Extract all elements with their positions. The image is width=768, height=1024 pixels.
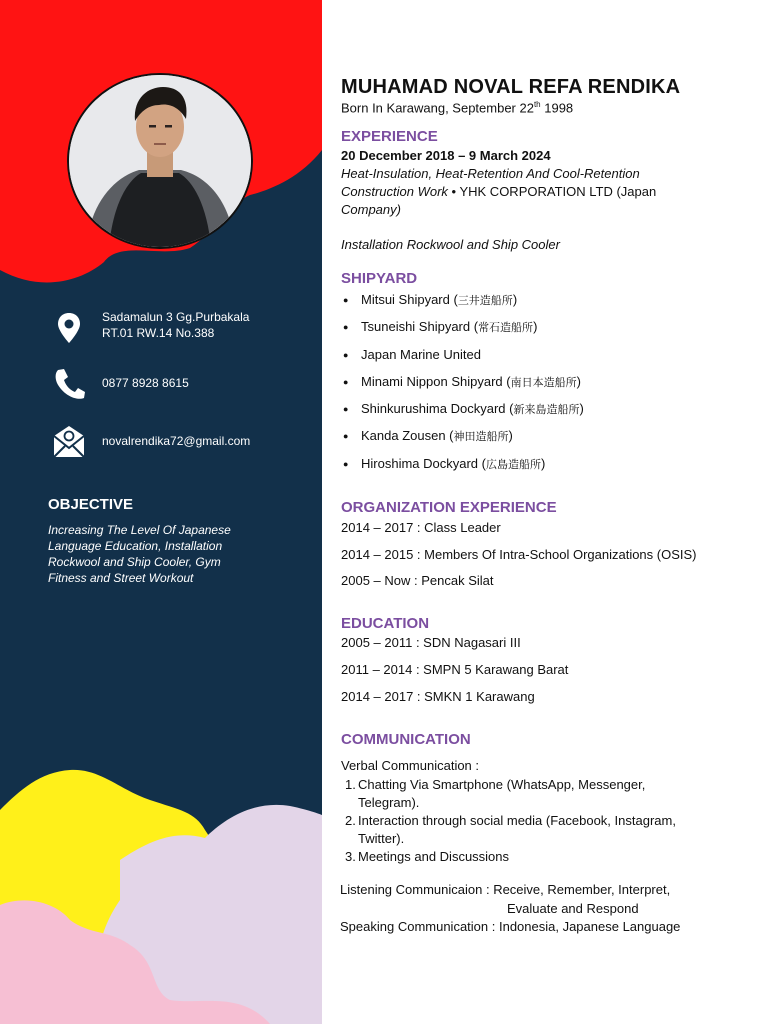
speaking-line: Speaking Communication : Indonesia, Japanese Language bbox=[340, 919, 681, 934]
list-item: ● Shinkurushima Dockyard (新来島造船所) bbox=[341, 400, 584, 427]
experience-role-line1: Heat-Insulation, Heat-Retention And Cool-Retention bbox=[341, 166, 640, 181]
listening-line1: Listening Communicaion : Receive, Remember, Interpret, bbox=[340, 882, 671, 897]
organization-item: 2014 – 2017 : Class Leader bbox=[341, 520, 501, 535]
list-item: 1. Chatting Via Smartphone (WhatsApp, Messenger, Telegram). bbox=[345, 777, 646, 810]
profile-photo bbox=[67, 73, 253, 249]
verbal-label: Verbal Communication : bbox=[341, 758, 480, 773]
address-line-2: RT.01 RW.14 No.388 bbox=[102, 326, 215, 340]
location-pin-icon bbox=[50, 309, 88, 347]
experience-role-line3: Company) bbox=[341, 202, 401, 217]
birth-date-suffix: th bbox=[533, 100, 541, 109]
email-icon bbox=[50, 422, 88, 460]
communication-title: COMMUNICATION bbox=[341, 731, 471, 748]
verbal-list bbox=[345, 776, 745, 866]
organization-item: 2005 – Now : Pencak Silat bbox=[341, 573, 494, 588]
education-item: 2005 – 2011 : SDN Nagasari III bbox=[341, 635, 521, 650]
experience-role-italic: Construction Work bbox=[341, 184, 448, 199]
list-item: 2. Interaction through social media (Facebook, Instagram, Twitter). bbox=[345, 813, 676, 846]
experience-company: • YHK CORPORATION LTD (Japan bbox=[447, 184, 657, 199]
birth-year: 1998 bbox=[540, 100, 574, 116]
objective-title: OBJECTIVE bbox=[48, 496, 134, 513]
list-item: ● Japan Marine United bbox=[341, 346, 584, 373]
full-name: MUHAMAD NOVAL REFA RENDIKA bbox=[341, 76, 681, 98]
phone-icon bbox=[50, 365, 88, 403]
birth-info bbox=[341, 100, 573, 115]
phone-number: 0877 8928 8615 bbox=[102, 376, 189, 390]
education-title: EDUCATION bbox=[341, 615, 430, 632]
listening-line2: Evaluate and Respond bbox=[507, 901, 639, 916]
objective-text: Increasing The Level Of Japanese Language Education, Installation Rockwool and Ship Cooler, Gym Fitness and Street Workout bbox=[48, 523, 231, 585]
list-item: ● Tsuneishi Shipyard (常石造船所) bbox=[341, 318, 584, 345]
profile-photo-image bbox=[69, 75, 251, 247]
experience-title: EXPERIENCE bbox=[341, 128, 438, 145]
shipyard-title: SHIPYARD bbox=[341, 270, 418, 287]
contact-address bbox=[50, 309, 249, 347]
organization-item: 2014 – 2015 : Members Of Intra-School Organizations (OSIS) bbox=[341, 547, 697, 562]
list-item: ● Minami Nippon Shipyard (南日本造船所) bbox=[341, 373, 584, 400]
contact-phone bbox=[50, 365, 189, 403]
shipyard-list bbox=[341, 291, 584, 482]
education-item: 2014 – 2017 : SMKN 1 Karawang bbox=[341, 689, 535, 704]
list-item: ● Hiroshima Dockyard (広島造船所) bbox=[341, 455, 584, 482]
education-item: 2011 – 2014 : SMPN 5 Karawang Barat bbox=[341, 662, 569, 677]
list-item: 3. Meetings and Discussions bbox=[345, 849, 510, 864]
experience-period: 20 December 2018 – 9 March 2024 bbox=[341, 148, 551, 163]
address-line-1: Sadamalun 3 Gg.Purbakala bbox=[102, 310, 250, 324]
email-address: novalrendika72@gmail.com bbox=[102, 434, 251, 448]
organization-title: ORGANIZATION EXPERIENCE bbox=[341, 499, 557, 516]
contact-email bbox=[50, 422, 250, 460]
birth-date: Born In Karawang, September 22 bbox=[341, 100, 534, 116]
list-item: ● Kanda Zousen (神田造船所) bbox=[341, 427, 584, 454]
sidebar bbox=[0, 0, 322, 1024]
list-item: ● Mitsui Shipyard (三井造船所) bbox=[341, 291, 584, 318]
experience-task: Installation Rockwool and Ship Cooler bbox=[341, 237, 560, 252]
experience-role-line2 bbox=[341, 184, 656, 199]
